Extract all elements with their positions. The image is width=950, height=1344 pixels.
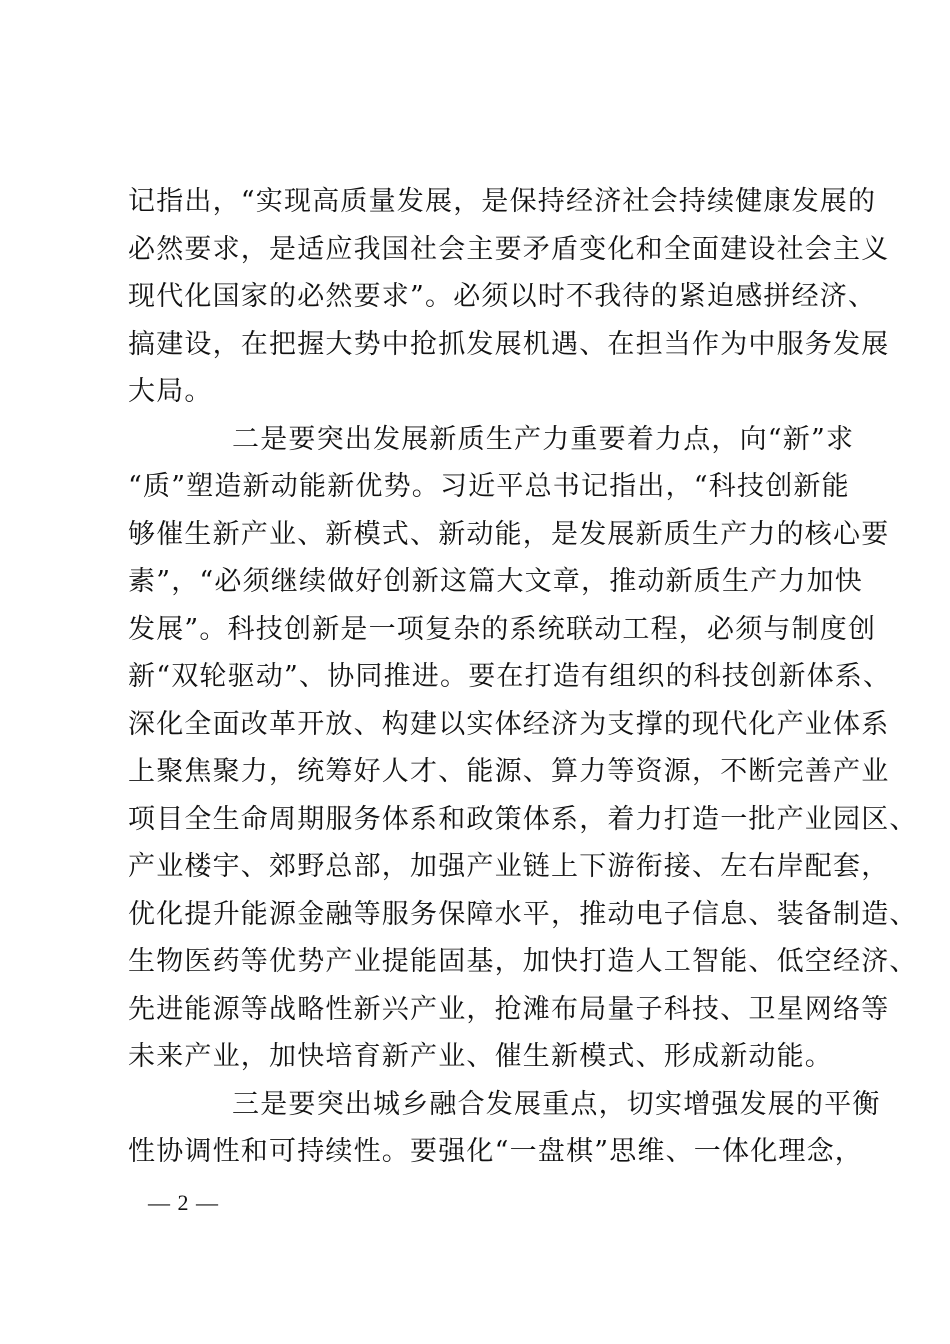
page-number: — 2 — — [148, 1190, 219, 1215]
text-line: 生物医药等优势产业提能固基，加快打造人工智能、低空经济、 — [128, 946, 918, 977]
text-line: 大局。 — [128, 376, 213, 407]
paragraph-start-line: 二是要突出发展新质生产力重要着力点，向“新”求 — [232, 423, 855, 455]
text-line: 记指出，“实现高质量发展，是保持经济社会持续健康发展的 — [128, 186, 877, 217]
text-line: 性协调性和可持续性。要强化“一盘棋”思维、一体化理念， — [128, 1136, 864, 1167]
text-line: 项目全生命周期服务体系和政策体系，着力打造一批产业园区、 — [128, 803, 918, 835]
text-line: 新“双轮驱动”、协同推进。要在打造有组织的科技创新体系、 — [128, 661, 892, 692]
text-line: 产业楼宇、郊野总部，加强产业链上下游衔接、左右岸配套， — [128, 851, 890, 882]
text-line: 上聚焦聚力，统筹好人才、能源、算力等资源，不断完善产业 — [128, 756, 890, 787]
text-line: 搞建设，在把握大势中抢抓发展机遇、在担当作为中服务发展 — [128, 328, 890, 360]
text-line: 深化全面改革开放、构建以实体经济为支撑的现代化产业体系 — [128, 708, 890, 740]
text-line: 发展”。科技创新是一项复杂的系统联动工程，必须与制度创 — [128, 613, 877, 645]
text-line: 未来产业，加快培育新产业、催生新模式、形成新动能。 — [128, 1041, 833, 1072]
text-line: 必然要求，是适应我国社会主要矛盾变化和全面建设社会主义 — [128, 233, 890, 265]
text-line: 现代化国家的必然要求”。必须以时不我待的紧迫感拼经济、 — [128, 281, 877, 312]
text-line: 优化提升能源金融等服务保障水平，推动电子信息、装备制造、 — [128, 898, 918, 930]
body-text — [128, 178, 918, 1176]
text-line: 够催生新产业、新模式、新动能，是发展新质生产力的核心要 — [128, 518, 890, 550]
text-line: “质”塑造新动能新优势。习近平总书记指出，“科技创新能 — [128, 471, 850, 502]
text-line: 素”，“必须继续做好创新这篇大文章，推动新质生产力加快 — [128, 566, 864, 597]
text-line: 先进能源等战略性新兴产业，抢滩布局量子科技、卫星网络等 — [128, 993, 890, 1025]
paragraph-start-line: 三是要突出城乡融合发展重点，切实增强发展的平衡 — [232, 1088, 881, 1120]
